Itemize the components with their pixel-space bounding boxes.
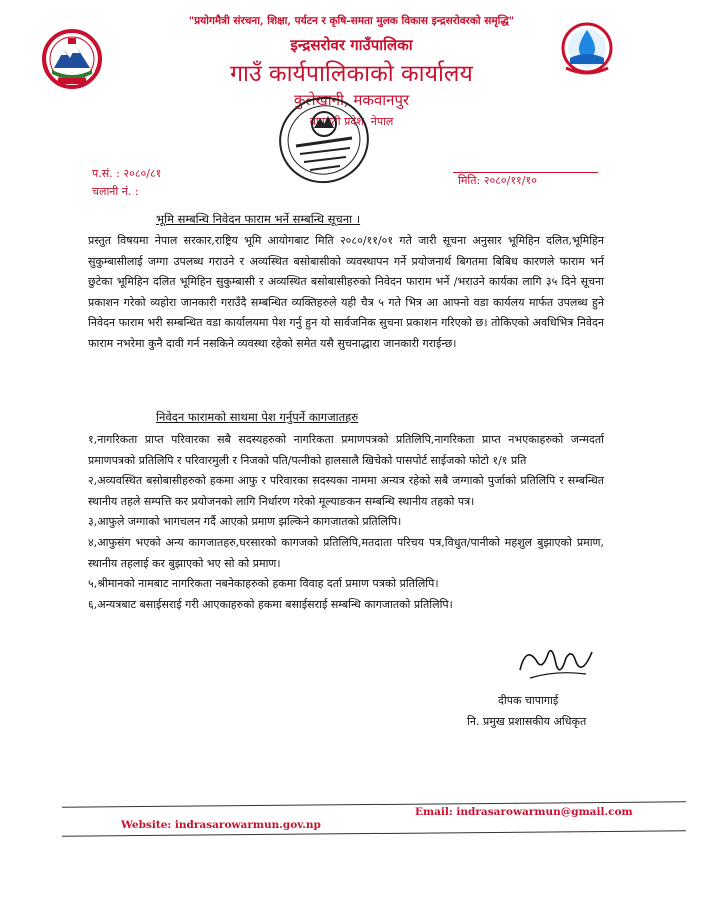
office-title: गाउँ कार्यपालिकाको कार्यालय (230, 61, 473, 87)
office-address: कुलेखानी, मकवानपुर (293, 91, 410, 109)
documents-list (88, 430, 604, 615)
footer-website: Website: indrasarowarmun.gov.np (121, 819, 321, 831)
documents-heading: निवेदन फारामको साथमा पेश गर्नुपर्ने कागजातहरु (156, 410, 359, 424)
footer-divider (62, 830, 686, 836)
list-item: १,नागरिकता प्राप्त परिवारका सबै सदस्यहरुको नागरिकता प्रमाणपत्रको प्रतिलिपि,नागरिकता प्राप्त नभएकाहरुको जन्मदर्ता प्रमाणपत्रको प्रतिलिपि र परिवारमुली र निजको पति/पत्नीको हालसालै खिचेको पासपोर्ट साईजको फोटो १/१ प्रति (88, 433, 604, 467)
footer-email: Email: indrasarowarmun@gmail.com (415, 806, 633, 818)
office-province: बागमती प्रदेश, नेपाल (309, 115, 394, 128)
list-item: ५,श्रीमानको नामबाट नागरिकता नबनेकाहरुको हकमा विवाह दर्ता प्रमाण पत्रको प्रतिलिपि। (88, 577, 439, 591)
signer-title: नि. प्रमुख प्रशासकीय अधिकृत (467, 715, 587, 728)
notice-body: प्रस्तुत विषयमा नेपाल सरकार,राष्ट्रिय भूमि आयोगबाट मिति २०८०/११/०१ गते जारी सूचना अनुसार भूमिहिन दलित,भूमिहिन सुकुम्बासीलाई जग्गा उपलब्ध गराउने र अव्यस्थित बसोबासीको व्यवस्थापन गर्ने प्रयोजनार्थ बिगतमा बिबिध कारणले फाराम भर्न छुटेका भूमिहिन दलित भूमिहिन सुकुम्बासी र अव्यस्थित बसोबासीहरुको निवेदन फाराम भर्ने /भराउने कार्यका लागि ३५ दिने सूचना प्रकाशन गरेको व्यहोरा जानकारी गराउँदै सम्बन्धित व्यक्तिहरुले यही चैत्र ५ गते भित्र आ आफ्नो वडा कार्यलय मार्फत उपलब्ध हुने निवेदन फाराम भरी सम्बन्धित वडा कार्यालयमा पेश गर्नु हुन यो सार्वजनिक सुचना प्रकाशन गरिएको छ। तोकिएको अवधिभित्र निवेदन फाराम नभरेमा कुनै दावी गर्न नसकिने व्यवस्था रहेको समेत यसै सुचनाद्धारा जानकारी गराईन्छ। (88, 234, 604, 350)
reference-number: प.सं. : २०८०/८१ (92, 167, 162, 180)
signature-icon (516, 640, 596, 686)
dispatch-number: चलानी नं. : (92, 185, 139, 198)
municipality-name: इन्द्रसरोवर गाउँपालिका (290, 36, 413, 54)
list-item: ६,अन्यत्रबाट बसाईसराई गरी आएकाहरुको हकमा बसाईसराई सम्बन्धि कागजातको प्रतिलिपि। (88, 597, 453, 611)
list-item: ४,आफुसंग भएको अन्य कागजातहरु,घरसारको कागजको प्रतिलिपि,मतदाता परिचय पत्र,विधुत/पानीको महशुल बुझाएको प्रमाण, स्थानीय तहलाई कर बुझाएको भए सो को प्रमाण। (88, 535, 604, 570)
letter-date: मिति: २०८०/११/१० (458, 174, 537, 187)
list-item: २,अव्यवस्थित बसोबासीहरुको हकमा आफु र परिवारका सदस्यका नाममा अन्यत्र रहेको सबै जग्गाको पुर्जाको प्रतिलिपि र सम्बन्धित स्थानीय तहले सम्पत्ति कर प्रयोजनको लागि निर्धारण गरेको मूल्याङकन सम्बन्धि स्थानीय तहको पत्र। (88, 474, 604, 508)
list-item: ३,आफुले जग्गाको भागचलन गर्दै आएको प्रमाण झल्किने कागजातको प्रतिलिपि। (88, 515, 402, 529)
official-stamp-icon (276, 94, 372, 186)
signer-name: दीपक चापागाई (498, 694, 559, 707)
notice-subject: भूमि सम्बन्धि निवेदन फाराम भर्ने सम्बन्धि सूचना । (156, 212, 361, 226)
slogan: "प्रयोगमैत्री संरचना, शिक्षा, पर्यटन र कृषि-समता मुलक विकास इन्द्रसरोवरको समृद्धि" (188, 15, 515, 27)
